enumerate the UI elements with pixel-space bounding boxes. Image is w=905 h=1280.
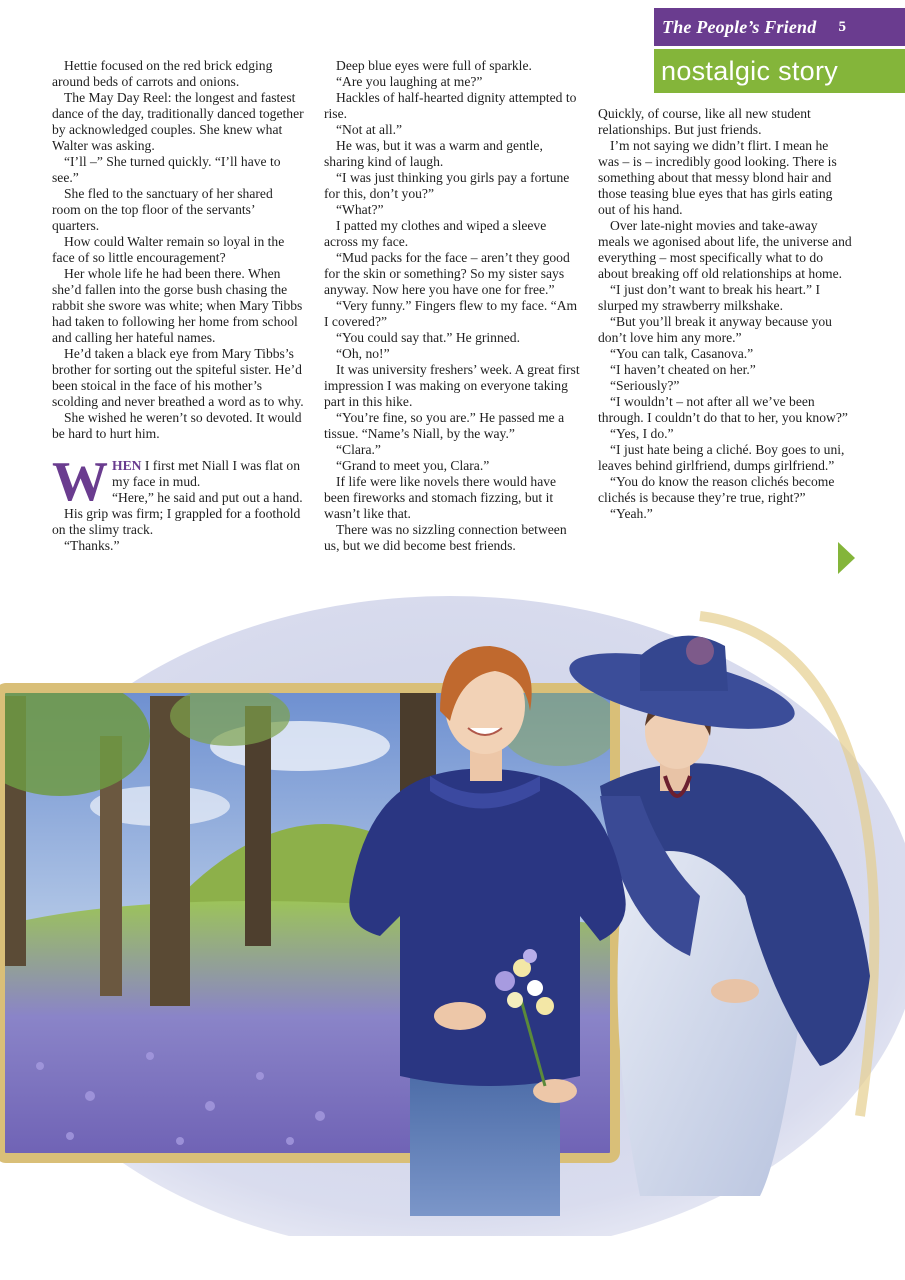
paragraph: Deep blue eyes were full of sparkle. [336,58,532,73]
paragraph: “I just don’t want to break his heart.” I slurped my strawberry milkshake. [598,282,821,313]
section-label: nostalgic story [654,49,905,93]
paragraph: Over late-night movies and take-away meals we agonised about life, the universe and everything – most specifically what to do about breaking off old relationships at home. [598,218,852,281]
paragraph: How could Walter remain so loyal in the face of so little encouragement? [52,234,285,265]
paragraph: It was university freshers’ week. A great first impression I was making on everyone taking part in this hike. [324,362,580,409]
paragraph: “You’re fine, so you are.” He passed me a tissue. “Name’s Niall, by the way.” [324,410,565,441]
paragraph: Her whole life he had been there. When she’d fallen into the gorse bush chasing the rabbit she swore was white; when Mary Tibbs had taken to following her home from school and calling her hateful names. [52,266,303,345]
paragraph: Hackles of half-hearted dignity attempted to rise. [324,90,577,121]
paragraph: She fled to the sanctuary of her shared room on the top floor of the servants’ quarters. [52,186,273,233]
text-column-2 [324,58,582,554]
paragraph: “I just hate being a cliché. Boy goes to uni, leaves behind girlfriend, dumps girlfriend.” [598,442,845,473]
paragraph: He was, but it was a warm and gentle, sharing kind of laugh. [324,138,543,169]
paragraph: Quickly, of course, like all new student relationships. But just friends. [598,106,811,137]
text-column-3 [598,106,852,522]
paragraph: “Not at all.” [336,122,403,137]
paragraph: I patted my clothes and wiped a sleeve across my face. [324,218,547,249]
paragraph: “Yeah.” [610,506,653,521]
paragraph: “Grand to meet you, Clara.” [336,458,490,473]
paragraph: He’d taken a black eye from Mary Tibbs’s brother for sorting out the spiteful sister. He’d been stoical in the face of his mother’s scolding and never breathed a word as to why. [52,346,304,409]
lead-caps: HEN [112,458,142,473]
paragraph: If life were like novels there would have been fireworks and stomach fizzing, but it wasn’t like that. [324,474,557,521]
paragraph: “I’ll –” She turned quickly. “I’ll have to see.” [52,154,281,185]
paragraph: “You could say that.” He grinned. [336,330,520,345]
paragraph: “What?” [336,202,384,217]
paragraph: Hettie focused on the red brick edging around beds of carrots and onions. [52,58,273,89]
paragraph: “But you’ll break it anyway because you don’t love him any more.” [598,314,832,345]
magazine-header-bar [654,8,905,46]
paragraph: “I wouldn’t – not after all we’ve been through. I couldn’t do that to her, you know?” [598,394,848,425]
paragraph: “You can talk, Casanova.” [610,346,754,361]
paragraph: “Oh, no!” [336,346,390,361]
paragraph: I’m not saying we didn’t flirt. I mean he was – is – incredibly good looking. There is something about that messy blond hair and those teasing blue eyes that has girls eating out of his hand. [598,138,837,217]
continue-arrow-icon [838,542,855,574]
paragraph: “Mud packs for the face – aren’t they good for the skin or something? So my sister says anyway. Now here you have one for free.” [324,250,570,297]
section-break-block [52,451,304,513]
paragraph: “I was just thinking you girls pay a fortune for this, don’t you?” [324,170,570,201]
paragraph: “Are you laughing at me?” [336,74,483,89]
magazine-title: The People’s Friend [662,16,817,37]
opening-text: I first met Niall I was flat on my face in mud. [112,458,301,489]
paragraph: His grip was firm; I grappled for a foothold on the slimy track. [52,506,301,537]
paragraph: The May Day Reel: the longest and fastest dance of the day, traditionally danced together by acknowledged couples. She knew what Walter was asking. [52,90,304,153]
paragraph: There was no sizzling connection between us, but we did become best friends. [324,522,567,553]
paragraph: “Yes, I do.” [610,426,674,441]
paragraph: “You do know the reason clichés become clichés is because they’re true, right?” [598,474,835,505]
story-illustration [0,596,905,1236]
paragraph: She wished he weren’t so devoted. It would be hard to hurt him. [52,410,302,441]
paragraph: “Very funny.” Fingers flew to my face. “Am I covered?” [324,298,578,329]
page-number: 5 [838,18,846,35]
paragraph: “Thanks.” [64,538,120,553]
paragraph: “Here,” he said and put out a hand. [112,490,303,505]
paragraph: “I haven’t cheated on her.” [610,362,756,377]
text-column-1 [52,58,304,554]
paragraph: “Seriously?” [610,378,680,393]
illustration-artwork [0,596,905,1236]
paragraph: “Clara.” [336,442,381,457]
drop-cap: W [52,451,108,513]
